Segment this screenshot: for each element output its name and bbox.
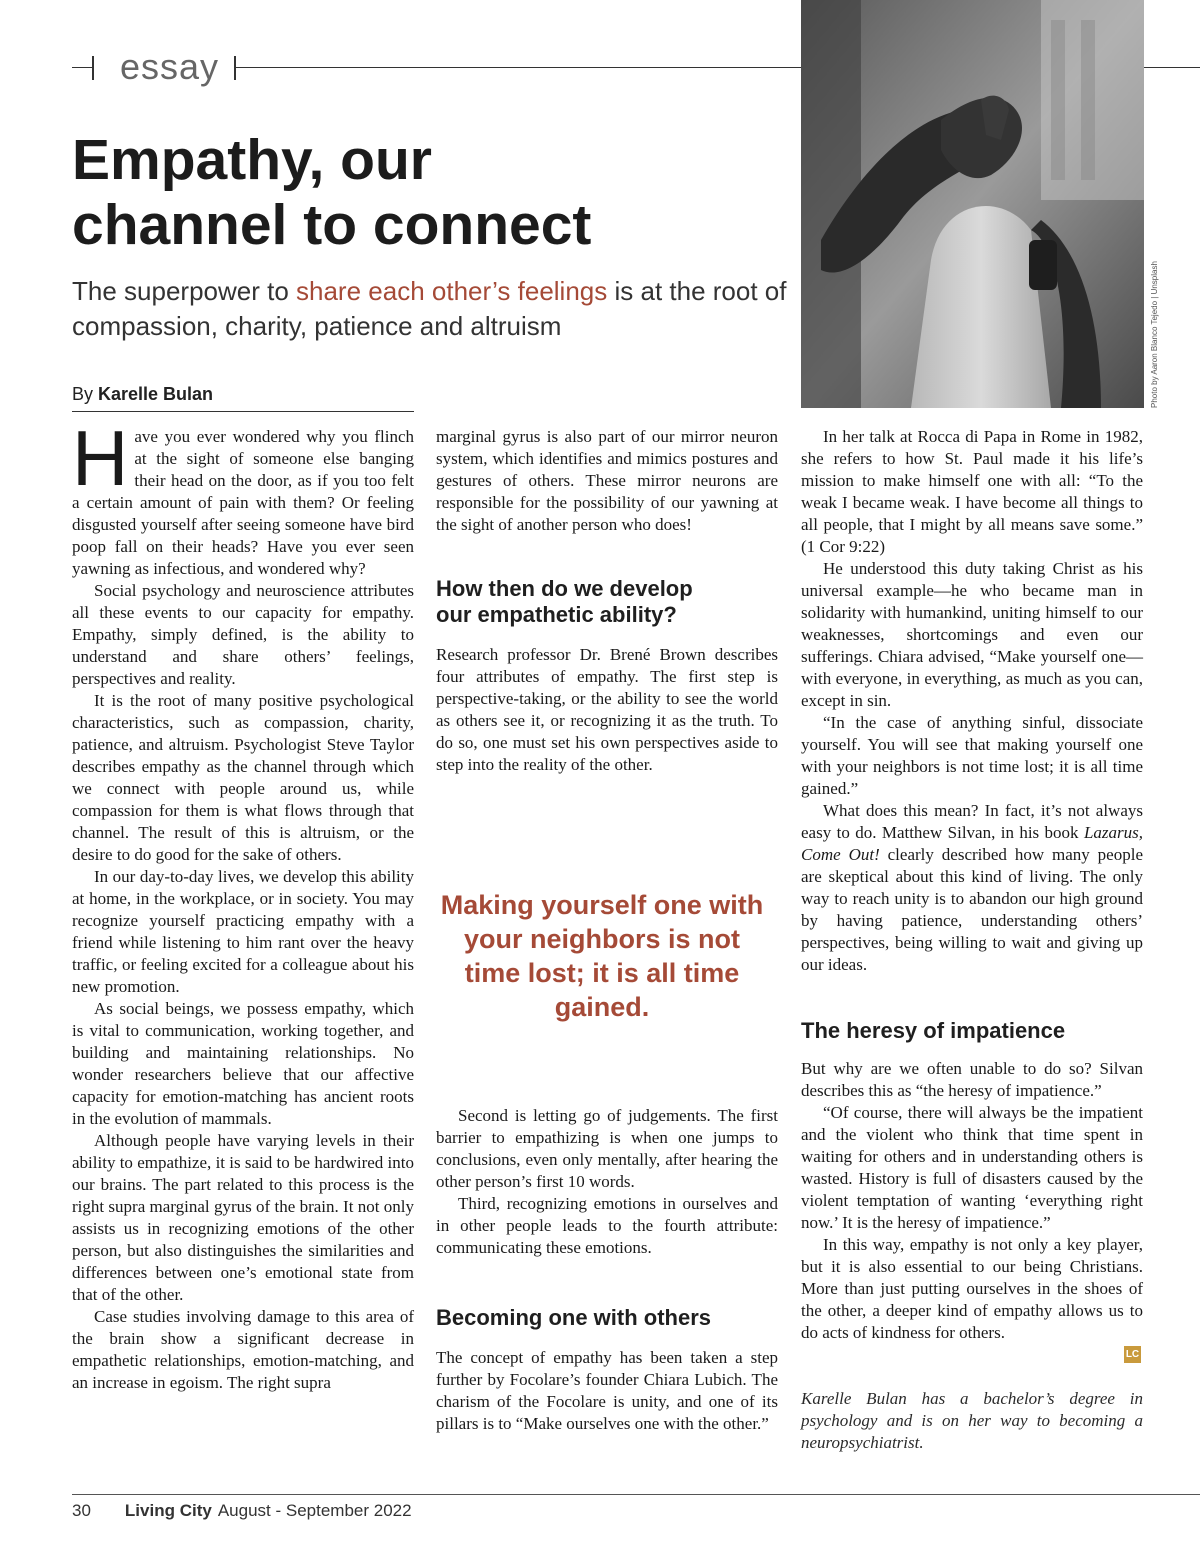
page-number: 30 [72,1501,91,1520]
paragraph: Social psychology and neuroscience attributes all these events to our capacity for empathy. Empathy, simply defined, is the ability to understand and share others’ feelings, perspectives and reality. [72,581,414,688]
section-label: essay [120,46,220,87]
paragraph: In her talk at Rocca di Papa in Rome in 1982, she refers to how St. Paul made it his life’s mission to make himself one with all: “To the weak I became weak. I have become all things to all people, that I might by all means save some.” (1 Cor 9:22) [801,427,1143,556]
article-column-2-lower [436,1105,778,1435]
paragraph: Third, recognizing emotions in ourselves and in other people leads to the fourth attribute: communicating these emotions. [436,1194,778,1257]
article-column-3 [801,426,1143,1344]
paragraph: In this way, empathy is not only a key player, but it is also essential to our being Christians. More than just putting ourselves in the shoes of the other, a deeper kind of empathy allows us to do acts of kindness for others. [801,1235,1143,1342]
paragraph: As social beings, we possess empathy, which is vital to communication, working together, and building and maintaining relationships. No wonder researchers believe that our affective capacity for emotion-matching has ancient roots in the evolution of mammals. [72,999,414,1128]
section-heading: Becoming one with others [436,1305,712,1330]
footer-rule [72,1494,1200,1495]
book-title: Lazarus, Come Out! [801,823,1143,864]
photo-credit: Photo by Aaron Blanco Tejedo | Unsplash [1150,261,1159,408]
paragraph [72,414,414,580]
author-bio: Karelle Bulan has a bachelor’s degree in psychology and is on her way to becoming a neuropsychiatrist. [801,1389,1143,1452]
article-title-line2: channel to connect [72,193,592,257]
publication-name: Living City [124,1501,212,1520]
header-rule-tick-left [92,56,94,80]
paragraph: marginal gyrus is also part of our mirror neuron system, which identifies and mimics postures and gestures of others. These mirror neurons are responsible for the possibility of our yawning at the sight of another person who does! [436,427,778,534]
clasped-hands-image [801,0,1144,408]
paragraph: “Of course, there will always be the impatient and the violent who think that time spent in waiting for others and in understanding others is wasted. History is full of disasters caused by the violent temptation of wanting ‘everything right now.’ It is the heresy of impatience.” [801,1103,1143,1232]
paragraph: “In the case of anything sinful, dissociate yourself. You will see that making yourself one with your neighbors is not time lost; it is all time gained.” [801,713,1143,798]
section-heading: The heresy of impatience [801,1018,1066,1043]
paragraph-text: What does this mean? In fact, it’s not always easy to do. Matthew Silvan, in his book [801,801,1143,842]
end-mark-logo: LC [1124,1346,1141,1363]
byline-prefix: By [72,384,99,404]
article-column-1 [72,414,414,1394]
author-name: Karelle Bulan [98,384,214,404]
paragraph: Second is letting go of judgements. The first barrier to empathizing is when one jumps to conclusions, even only mentally, after hearing the other person’s first 10 words. [436,1106,778,1191]
article-column-2 [436,426,778,776]
paragraph: Research professor Dr. Brené Brown describes four attributes of empathy. The first step is perspective-taking, or the ability to see the world as others see it, or recognizing it as the truth. To do so, one must set his own perspectives aside to step into the reality of the other. [436,645,778,774]
issue-date: August - September 2022 [217,1501,412,1520]
paragraph: The concept of empathy has been taken a step further by Focolare’s founder Chiara Lubich. The charism of the Focolare is unity, and one of its pillars is to “Make ourselves one with the other.” [436,1348,778,1433]
byline-rule [72,411,414,412]
article-title [72,128,772,258]
pull-quote: Making yourself one with your neighbors is not time lost; it is all time gained. [440,890,764,1022]
page-footer [72,1501,412,1521]
header-rule-right [236,67,801,68]
article-title-line1: Empathy, our [72,128,432,192]
paragraph: Case studies involving damage to this area of the brain show a significant decrease in empathetic relationships, emotion-matching, and an increase in egoism. The right supra [72,1307,414,1392]
paragraph: But why are we often unable to do so? Silvan describes this as “the heresy of impatience.” [801,1059,1143,1100]
subtitle-text-end: is at the root of compassion, charity, patience and altruism [72,276,787,341]
section-heading: How then do we develop our empathetic ability? [436,576,693,627]
subtitle-highlight: share each other’s feelings [296,276,608,306]
header-rule-tick-right [234,56,236,80]
paragraph [801,800,1143,976]
article-photo [801,0,1144,408]
paragraph: It is the root of many positive psychological characteristics, such as compassion, charity, patience, and altruism. Psychologist Steve Taylor describes empathy as the channel through which we connect with people around us, while compassion for them is what flows through that channel. The result of this is altruism, or the desire to do good for the sake of others. [72,691,414,864]
byline [72,384,213,405]
article-subtitle [72,274,792,344]
header-rule-far-right [1144,67,1200,68]
paragraph: In our day-to-day lives, we develop this ability at home, in the workplace, or in society. You may recognize yourself practicing empathy with a friend while listening to him rant over the heavy traffic, or feeling excited for a colleague about his new promotion. [72,867,414,996]
paragraph: He understood this duty taking Christ as his universal example—he who became man in solidarity with humankind, uniting himself to our weaknesses, shortcomings and even our sufferings. Chiara advised, “Make yourself one—with everyone, in everything, as much as you can, except in sin. [801,559,1143,710]
paragraph-text: clearly described how many people are skeptical about this kind of living. The only way to reach unity is to abandon our high ground by having patience, understanding others’ perspectives, being willing to wait and giving up our ideas. [801,845,1143,974]
drop-cap: H [72,414,129,502]
header-rule-left [72,67,94,68]
paragraph: Although people have varying levels in their ability to empathize, it is said to be hardwired into our brains. The part related to this process is the right supra marginal gyrus of the brain. It not only assists us in recognizing emotions of the other person, but also distinguishes the similarities and differences between one’s emotional state from that of the other. [72,1131,414,1304]
paragraph-text: ave you ever wondered why you flinch at the sight of someone else banging their head on the door, as if you too felt a certain amount of pain with them? Or feeling disgusted yourself after seeing someone have bird poop fall on their heads? Have you ever seen yawning as infectious, and wondered why? [72,427,414,578]
subtitle-text-start: The superpower to [72,276,297,306]
